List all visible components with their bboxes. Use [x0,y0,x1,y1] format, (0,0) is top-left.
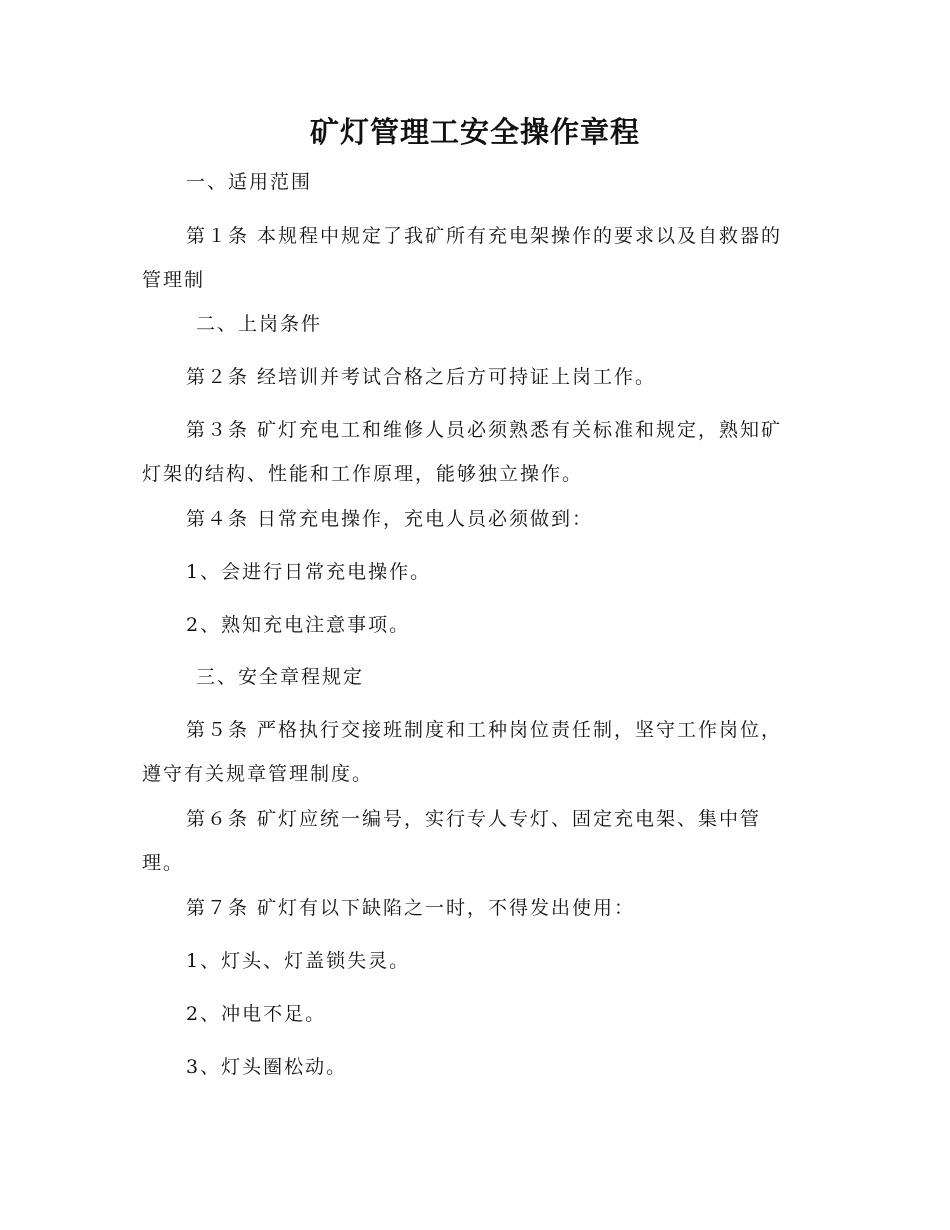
article-7: 第７条 矿灯有以下缺陷之一时，不得发出使用： [186,897,636,919]
section-heading-safety-rules: 三、安全章程规定 [196,666,365,688]
list-item-4-1: 1、会进行日常充电操作。 [186,561,432,583]
document-title: 矿灯管理工安全操作章程 [309,115,640,149]
list-item-4-2: 2、熟知充电注意事项。 [186,614,411,636]
article-4: 第４条 日常充电操作，充电人员必须做到： [186,508,594,530]
list-item-7-3: 3、灯头圈松动。 [186,1056,348,1078]
section-heading-scope: 一、适用范围 [186,171,313,193]
article-1: 第１条 本规程中规定了我矿所有充电架操作的要求以及自救器的管理制 [142,225,783,291]
article-2: 第２条 经培训并考试合格之后方可持证上岗工作。 [186,366,657,388]
section-heading-qualifications: 二、上岗条件 [196,313,323,335]
list-item-7-2: 2、冲电不足。 [186,1003,327,1025]
article-3: 第３条 矿灯充电工和维修人员必须熟悉有关标准和规定，熟知矿灯架的结构、性能和工作原理，能够独立操作。 [142,419,783,485]
list-item-7-1: 1、灯头、灯盖锁失灵。 [186,950,411,972]
article-6: 第６条 矿灯应统一编号，实行专人专灯、固定充电架、集中管理。 [142,808,762,874]
article-5: 第５条 严格执行交接班制度和工种岗位责任制，坚守工作岗位，遵守有关规章管理制度。 [142,719,783,785]
